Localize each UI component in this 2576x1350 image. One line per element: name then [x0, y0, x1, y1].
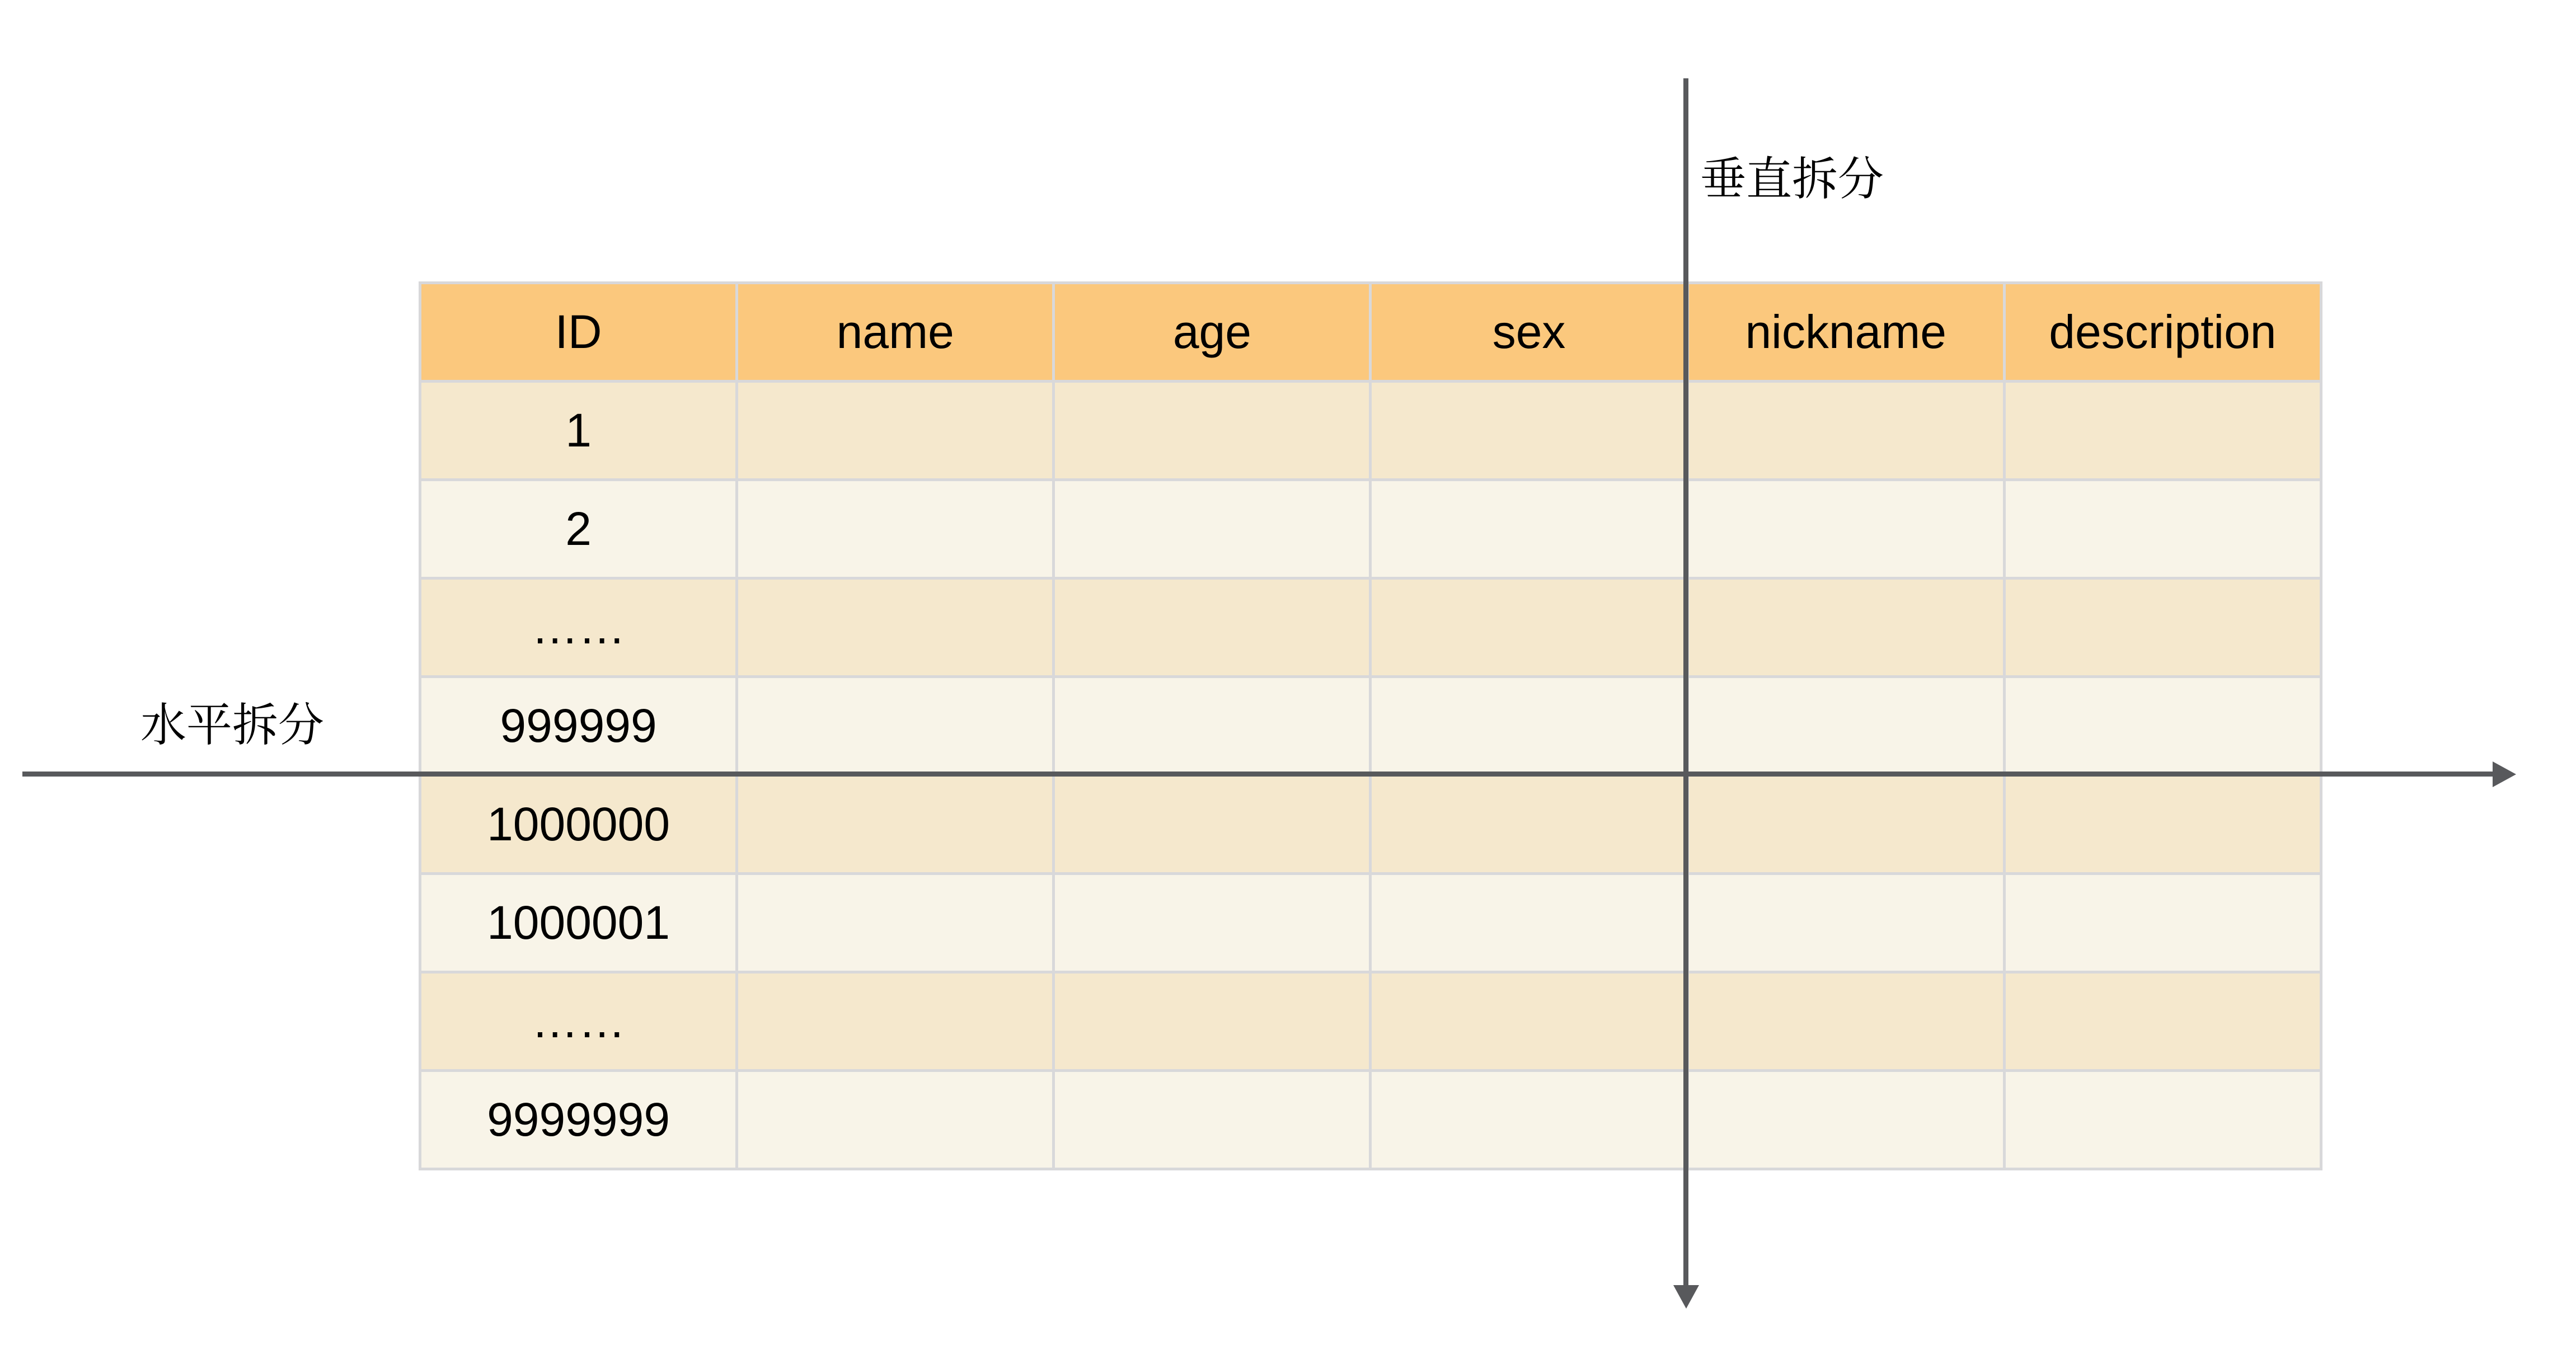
table-row [420, 382, 2321, 480]
table-cell [1054, 1071, 1371, 1169]
table-row [420, 775, 2321, 874]
table-cell [1054, 972, 1371, 1071]
table-cell [2004, 775, 2321, 874]
table-cell [1687, 1071, 2004, 1169]
table-cell [1054, 874, 1371, 972]
id-cell: 2 [420, 480, 737, 578]
vertical-split-label: 垂直拆分 [1700, 154, 1884, 205]
table-cell [1687, 480, 2004, 578]
arrow-right-icon [2493, 761, 2516, 787]
column-header-name: name [737, 283, 1054, 382]
id-cell: 1000001 [420, 874, 737, 972]
table-cell [1687, 874, 2004, 972]
arrow-down-icon [1673, 1285, 1699, 1309]
table-cell [1687, 382, 2004, 480]
table-header-row [420, 283, 2321, 382]
table-cell [2004, 677, 2321, 775]
table-cell [2004, 382, 2321, 480]
horizontal-split-label: 水平拆分 [140, 700, 325, 751]
table-cell [1054, 480, 1371, 578]
table-cell [1687, 775, 2004, 874]
table-cell [1371, 382, 1687, 480]
table-cell [737, 972, 1054, 1071]
id-cell: …… [420, 972, 737, 1071]
table-row [420, 874, 2321, 972]
table-cell [1371, 480, 1687, 578]
table-cell [1371, 1071, 1687, 1169]
table-cell [1371, 972, 1687, 1071]
id-cell: …… [420, 578, 737, 677]
table-row [420, 677, 2321, 775]
id-cell: 9999999 [420, 1071, 737, 1169]
table-cell [1054, 677, 1371, 775]
table-cell [737, 874, 1054, 972]
id-cell: 1 [420, 382, 737, 480]
horizontal-split-line [22, 772, 2494, 777]
table-cell [1687, 677, 2004, 775]
table-row [420, 972, 2321, 1071]
table-cell [1371, 874, 1687, 972]
table-cell [737, 775, 1054, 874]
table-cell [1054, 578, 1371, 677]
table-row [420, 1071, 2321, 1169]
column-header-description: description [2004, 283, 2321, 382]
table-row [420, 578, 2321, 677]
table-cell [2004, 480, 2321, 578]
table-cell [737, 677, 1054, 775]
column-header-age: age [1054, 283, 1371, 382]
table-cell [737, 1071, 1054, 1169]
table-cell [2004, 1071, 2321, 1169]
vertical-split-line [1683, 78, 1688, 1286]
table-cell [1687, 972, 2004, 1071]
id-cell: 1000000 [420, 775, 737, 874]
table-cell [737, 382, 1054, 480]
table-row [420, 480, 2321, 578]
table-cell [1371, 578, 1687, 677]
table-cell [2004, 874, 2321, 972]
table-cell [737, 480, 1054, 578]
id-cell: 999999 [420, 677, 737, 775]
table-cell [1054, 382, 1371, 480]
table-cell [1687, 578, 2004, 677]
table-cell [1371, 775, 1687, 874]
table-cell [737, 578, 1054, 677]
column-header-nickname: nickname [1687, 283, 2004, 382]
table-cell [2004, 972, 2321, 1071]
table-cell [1371, 677, 1687, 775]
column-header-ID: ID [420, 283, 737, 382]
user-table [419, 281, 2322, 1170]
table-cell [1054, 775, 1371, 874]
column-header-sex: sex [1371, 283, 1687, 382]
table-cell [2004, 578, 2321, 677]
